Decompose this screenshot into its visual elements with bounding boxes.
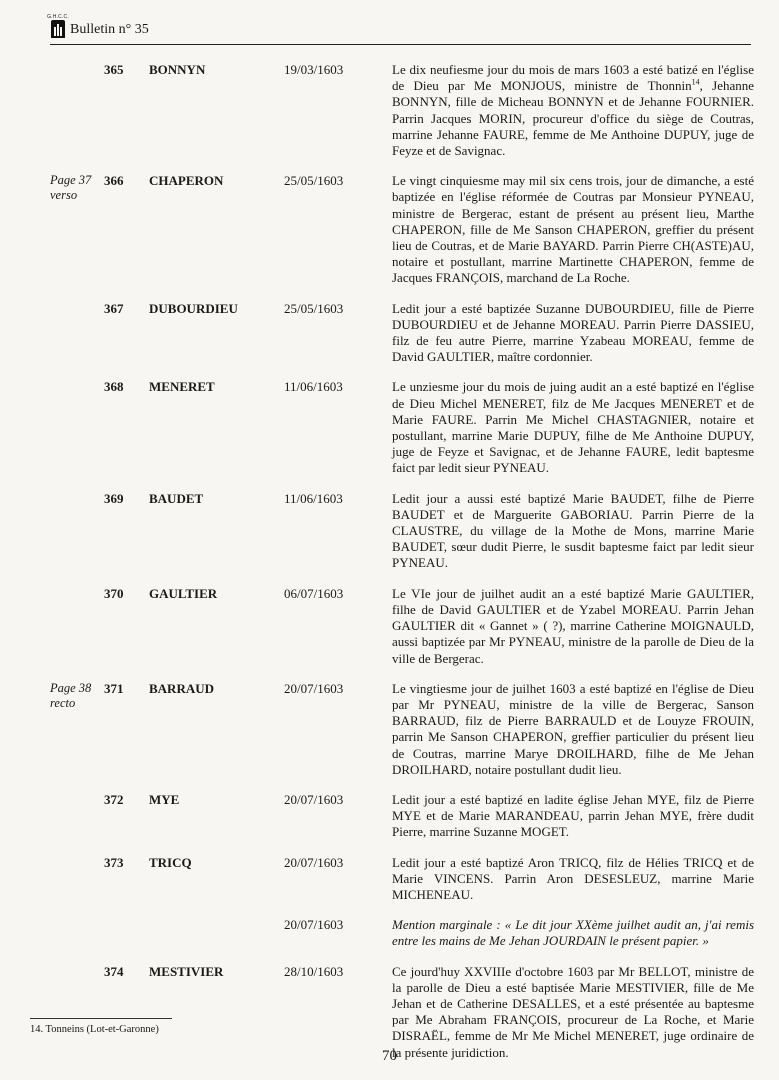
- footnote-reference: 14: [691, 77, 700, 87]
- entry-date: 19/03/1603: [284, 62, 344, 77]
- page-number: 70: [382, 1048, 397, 1064]
- register-entry: [0, 586, 779, 667]
- entry-surname: MENERET: [149, 379, 215, 395]
- entry-date: 20/07/1603: [284, 791, 344, 807]
- baptism-register: [0, 62, 779, 1075]
- entry-text: Ledit jour a aussi esté baptizé Marie BAUDET, filhe de Pierre BAUDET et de Marguerite GABORIAU. Parrin Pierre de la CLAUSTRE, du village de la Mothe de Mons, marrine Marie BAUDET, sœur dudit Pierre, le susdit baptesme faict par ledit sieur PYNEAU.: [392, 490, 754, 571]
- entry-date: 20/07/1603: [284, 854, 344, 870]
- register-entry: [0, 681, 779, 778]
- register-entry: [0, 491, 779, 572]
- entry-number: 373: [104, 854, 124, 870]
- bulletin-title: Bulletin n° 35: [70, 22, 149, 37]
- register-entry: [0, 964, 779, 1061]
- entry-surname: MYE: [149, 791, 180, 807]
- logo-caption: G.H.C.C.: [47, 14, 69, 20]
- entry-surname: TRICQ: [149, 854, 192, 870]
- page-reference: Page 38 recto: [50, 680, 92, 710]
- entry-surname: CHAPERON: [149, 173, 224, 189]
- ghcc-logo-icon: [47, 14, 69, 40]
- entry-date: 25/05/1603: [284, 173, 344, 189]
- entry-number: 374: [104, 963, 124, 979]
- entry-text: Mention marginale : « Le dit jour XXème juilhet audit an, j'ai remis entre les mains de Me Jehan JOURDAIN le présent papier. »: [392, 917, 755, 949]
- footnote: 14. Tonneins (Lot-et-Garonne): [30, 1024, 159, 1035]
- register-entry: [0, 792, 779, 841]
- entry-surname: BONNYN: [149, 62, 206, 77]
- register-entry: [0, 301, 779, 366]
- entry-date: 28/10/1603: [284, 963, 344, 979]
- footnote-divider: [30, 1018, 172, 1019]
- entry-date: 11/06/1603: [284, 379, 343, 395]
- entry-date: 20/07/1603: [284, 680, 344, 696]
- entry-surname: GAULTIER: [149, 585, 218, 601]
- entry-date: 25/05/1603: [284, 300, 344, 316]
- entry-number: 368: [104, 379, 124, 395]
- entry-date: 20/07/1603: [284, 917, 344, 933]
- entry-date: 11/06/1603: [284, 490, 343, 506]
- page-header: [47, 6, 149, 40]
- entry-text: Ledit jour a esté baptizé Aron TRICQ, filz de Hélies TRICQ et de Marie VINCENS. Parrin Aron DESESLEUZ, marrine Marie MICHENEAU.: [392, 854, 754, 902]
- entry-text: Le vingt cinquiesme may mil six cens trois, jour de dimanche, a esté baptizée en l'église réformée de Coutras par Monsieur PYNEAU, ministre de Bergerac, estant de présent au présent lieu, Marthe CHAPERON, fille de Me Sanson CHAPERON, greffier du présent lieu de Coutras, et de Marie BAYARD. Parrin Pierre CH(ASTE)AU, notaire et postullant, marrine Martinette CHAPERON, femme de Jacques FRANÇOIS, marchand de La Roche.: [392, 173, 754, 286]
- entry-number: 369: [104, 490, 124, 506]
- entry-text: Le vingtiesme jour de juilhet 1603 a esté baptizé en l'église de Dieu par Mr PYNEAU, ministre de la ville de Bergerac, Sanson BARRAUD, filz de Pierre BARRAULD et de Louyze FROUIN, parrin Me Sanson CHAPERON, greffier particulier du présent lieu de Coutras, marrine Marye DROILHARD, filhe de Me Jehan DROILHARD, notaire postullant dudit lieu.: [392, 680, 754, 777]
- register-entry: [0, 173, 779, 286]
- register-entry: [0, 855, 779, 904]
- entry-text: Ledit jour a esté baptizée Suzanne DUBOURDIEU, fille de Pierre DUBOURDIEU et de Jehanne MOREAU. Parrin Pierre DASSIEU, filz de feu autre Pierre, marrine Yzabeau MOREAU, femme de David GAULTIER, maître cordonnier.: [392, 300, 754, 365]
- entry-text: Le dix neufiesme jour du mois de mars 1603 a esté batizé en l'église de Dieu par Me MONJOUS, ministre de Thonnin$^{14}$, Jehanne BONNYN, fille de Micheau BONNYN et de Jehanne FOURNIER. Parrin Jacques MORIN, procureur d'office du siège de Coutras, marrine Jehanne FAURE, femme de Me Anthoine DUPUY, juge de Feyze et de Savignac.: [392, 62, 755, 159]
- entry-date: 06/07/1603: [284, 585, 344, 601]
- entry-text: Le VIe jour de juilhet audit an a esté baptizé Marie GAULTIER, filhe de David GAULTIER et de Yzabel MOREAU. Parrin Jehan GAULTIER dit « Gannet » ( ?), marrine Catherine MOIGNAULD, aussi baptizée par Mr PYNEAU, ministre de la parolle de Dieu de la ville de Bergerac.: [392, 585, 754, 666]
- header-divider: [50, 44, 751, 45]
- entry-number: 366: [104, 173, 124, 189]
- page-reference: Page 37 verso: [50, 173, 92, 203]
- entry-number: 370: [104, 585, 124, 601]
- entry-surname: MESTIVIER: [149, 963, 224, 979]
- entry-number: 372: [104, 791, 124, 807]
- entry-number: 367: [104, 300, 124, 316]
- register-entry: [0, 379, 779, 476]
- register-entry: [0, 62, 779, 159]
- entry-text: Ce jourd'huy XXVIIIe d'octobre 1603 par Mr BELLOT, ministre de la parolle de Dieu a esté baptisée Marie MESTIVIER, fille de Me Jehan et de Catherine DESALLES, et a esté présentée au baptesme par Me Abraham FRANÇOIS, procureur de La Roche, et Marie DISRAËL, femme de Mr Me Michel MENERET, juge ordinaire de la présente juridiction.: [392, 963, 754, 1060]
- entry-surname: DUBOURDIEU: [149, 300, 238, 316]
- entry-surname: BARRAUD: [149, 680, 214, 696]
- marginal-mention: [0, 917, 779, 949]
- entry-text: Ledit jour a esté baptizé en ladite église Jehan MYE, filz de Pierre MYE et de Marie MARANDEAU, parrin Jehan MYE, frère dudit Pierre, marrine Suzanne MOGET.: [392, 791, 754, 840]
- entry-text: Le unziesme jour du mois de juing audit an a esté baptizé en l'église de Dieu Michel MENERET, filz de Me Jacques MENERET et de Marie FAURE. Parrin Me Michel CHASTAGNIER, notaire et postullant, marrine Marie DUPUY, filhe de Me Anthoine DUPUY, juge de Feyze et Savignac, et de Jehanne FAURE, ledit baptesme faict par ledit sieur PYNEAU.: [392, 379, 754, 476]
- entry-surname: BAUDET: [149, 490, 204, 506]
- entry-number: 371: [104, 680, 124, 696]
- entry-number: 365: [104, 62, 124, 77]
